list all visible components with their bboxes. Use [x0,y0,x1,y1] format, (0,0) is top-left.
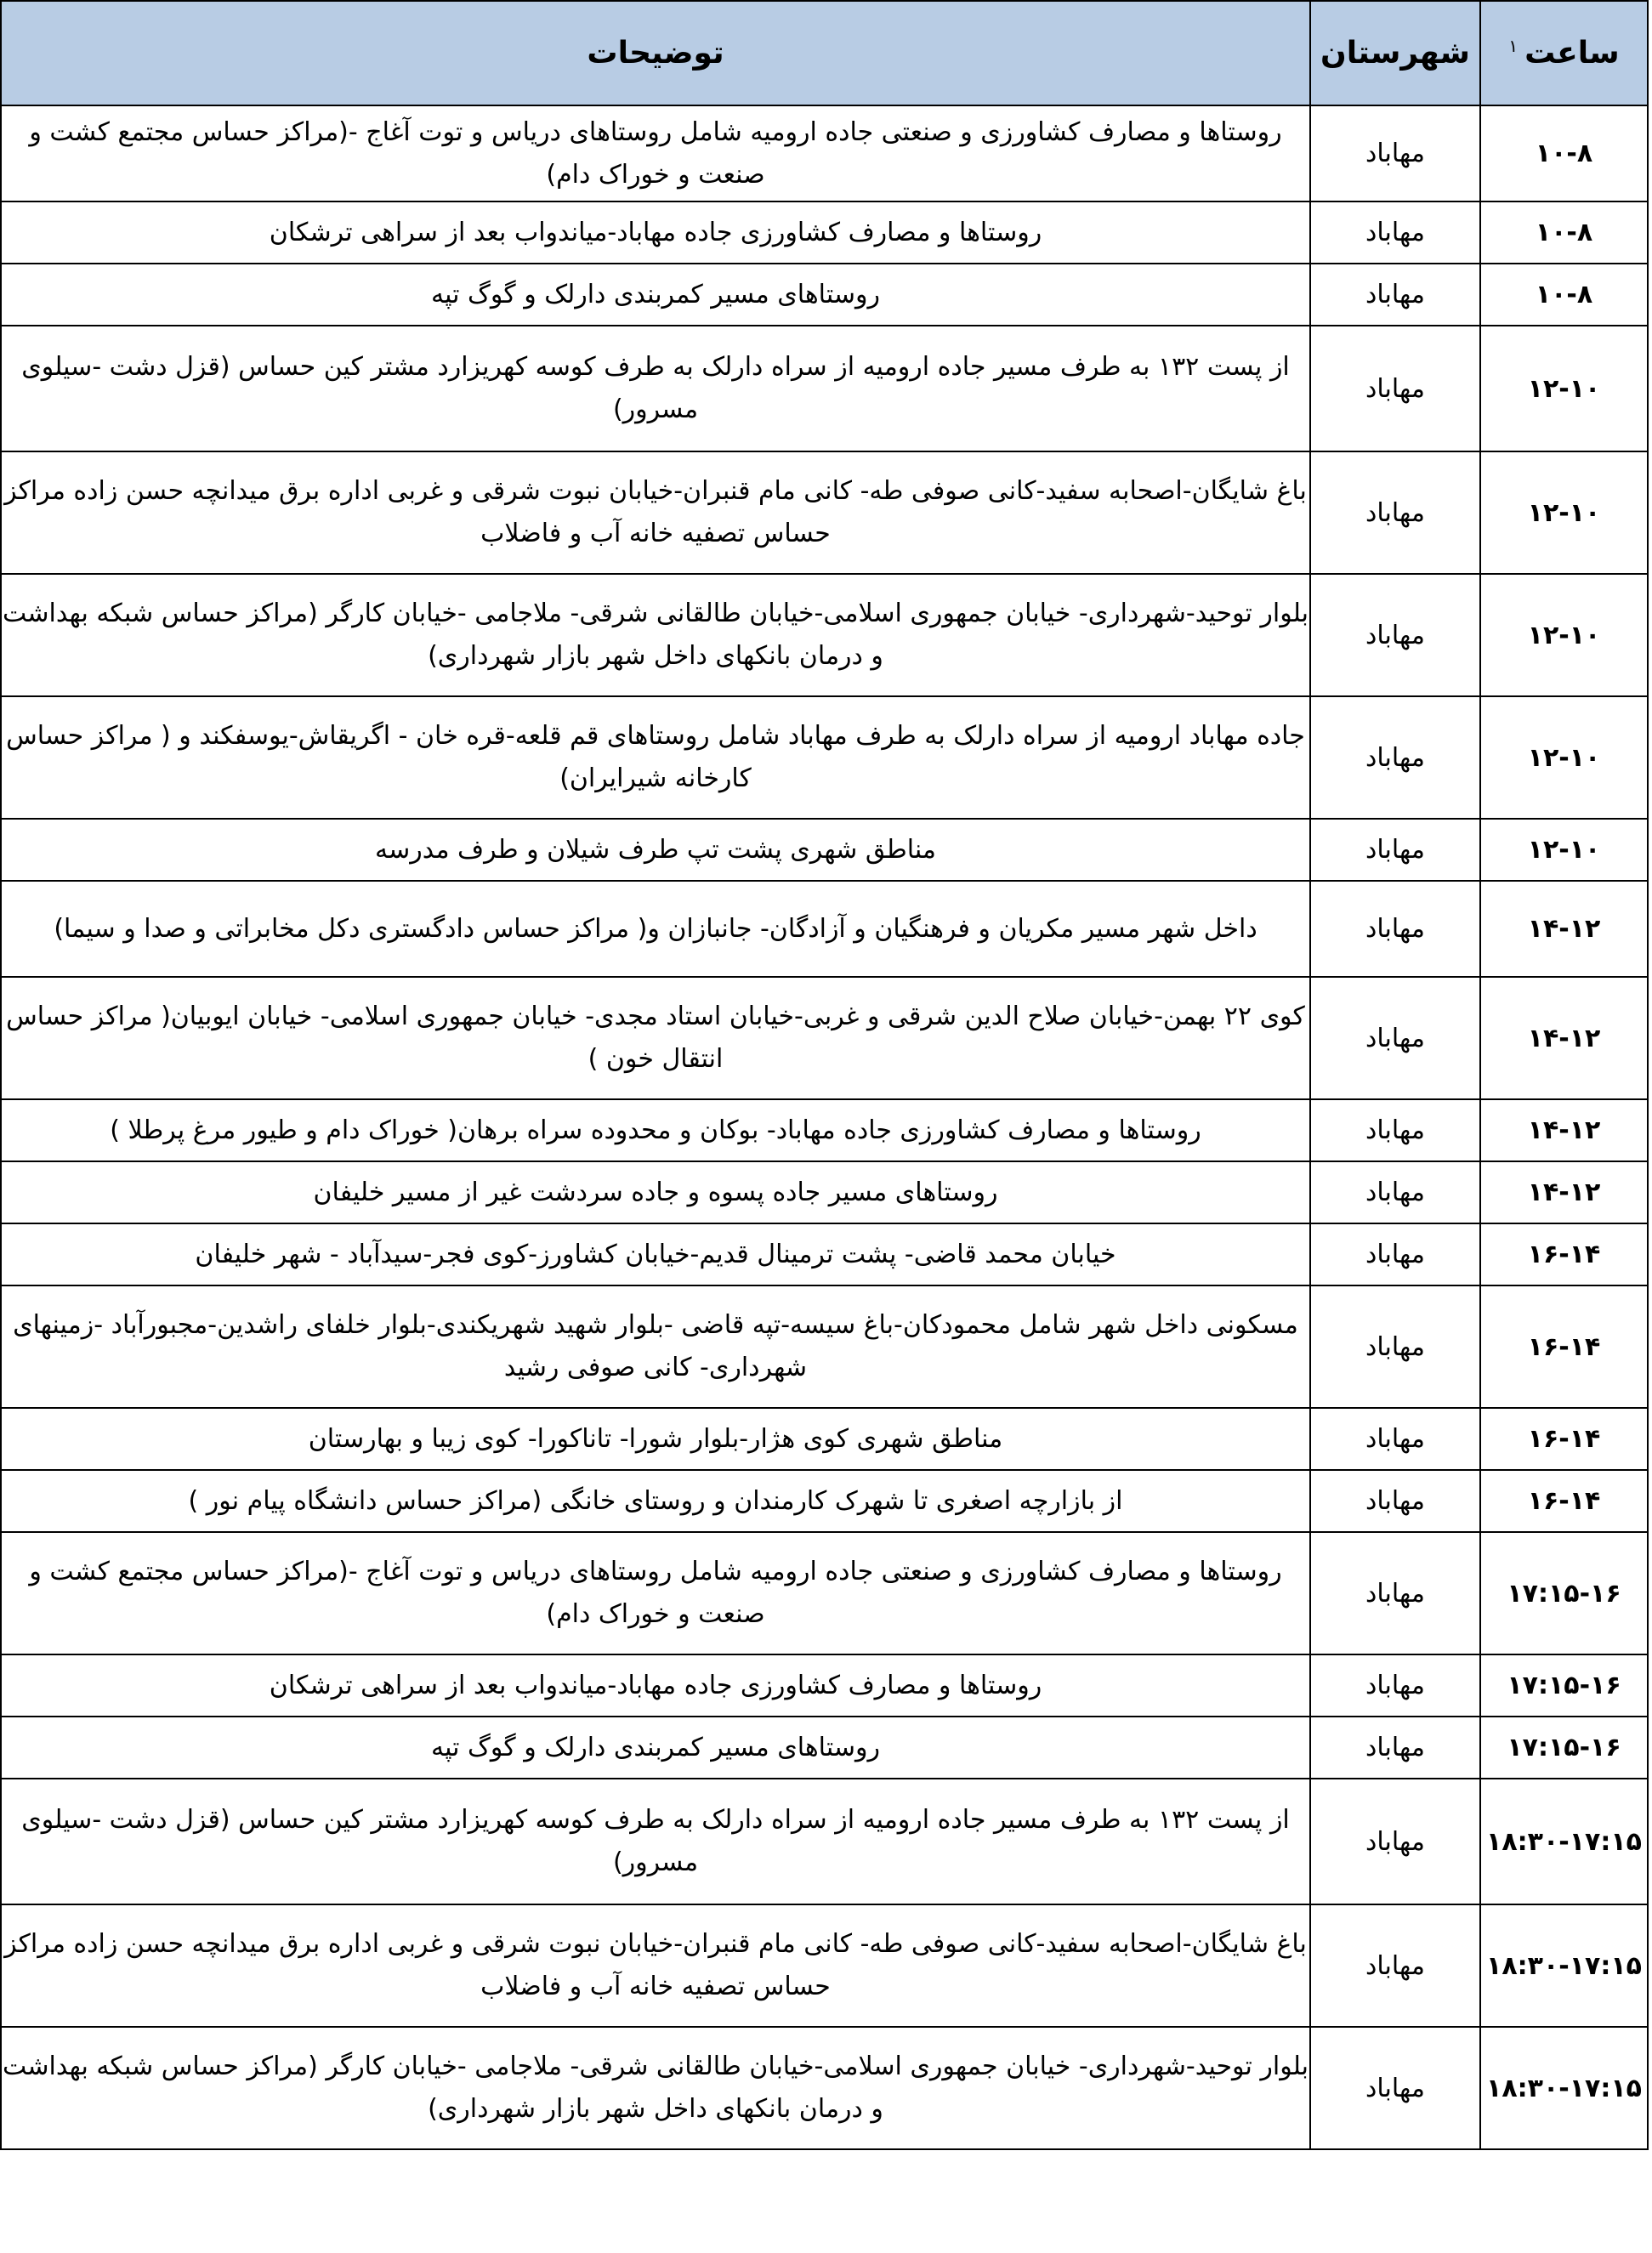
table-header-row [1,1,1648,105]
county-cell: مهاباد [1310,1099,1480,1161]
description-cell: از بازارچه اصغری تا شهرک کارمندان و روستای خانگی (مراکز حساس دانشگاه پیام نور ) [1,1470,1310,1532]
time-cell: ۱۲-۱۰ [1480,574,1648,696]
county-cell: مهاباد [1310,1161,1480,1223]
description-cell: کوی ۲۲ بهمن-خیابان صلاح الدین شرقی و غربی-خیابان استاد مجدی- خیابان جمهوری اسلامی- خیابان ایوبیان( مراکز حساس انتقال خون ) [1,977,1310,1099]
time-cell: ۱۰-۸ [1480,201,1648,264]
description-cell: جاده مهاباد ارومیه از سراه دارلک به طرف مهاباد شامل روستاهای قم قلعه-قره خان - اگریقاش-یوسفکند و ( مراکز حساس کارخانه شیرایران) [1,696,1310,819]
county-cell: مهاباد [1310,1532,1480,1654]
table-row [1,977,1648,1099]
county-cell: مهاباد [1310,1779,1480,1904]
time-cell: ۱۷:۱۵-۱۶ [1480,1717,1648,1779]
county-cell: مهاباد [1310,2027,1480,2149]
county-cell: مهاباد [1310,326,1480,451]
time-cell: ۱۰-۸ [1480,264,1648,326]
county-cell: مهاباد [1310,881,1480,977]
county-cell: مهاباد [1310,1717,1480,1779]
description-cell: روستاهای مسیر کمربندی دارلک و گوگ تپه [1,264,1310,326]
table-row [1,881,1648,977]
description-cell: روستاهای مسیر جاده پسوه و جاده سردشت غیر از مسیر خلیفان [1,1161,1310,1223]
table-row [1,451,1648,574]
description-cell: روستاها و مصارف کشاورزی جاده مهاباد-میاندواب بعد از سراهی ترشکان [1,1654,1310,1717]
description-cell: روستاها و مصارف کشاورزی جاده مهاباد-میاندواب بعد از سراهی ترشکان [1,201,1310,264]
description-cell: از پست ۱۳۲ به طرف مسیر جاده ارومیه از سراه دارلک به طرف کوسه کهریزارد مشتر کین حساس (قزل دشت -سیلوی مسرور) [1,326,1310,451]
table-row [1,2027,1648,2149]
time-cell: ۱۶-۱۴ [1480,1223,1648,1285]
table-row [1,819,1648,881]
time-cell: ۱۶-۱۴ [1480,1470,1648,1532]
time-cell: ۱۸:۳۰-۱۷:۱۵ [1480,1904,1648,2027]
table-row [1,1532,1648,1654]
county-cell: مهاباد [1310,977,1480,1099]
description-cell: باغ شایگان-اصحابه سفید-کانی صوفی طه- کانی مام قنبران-خیابان نبوت شرقی و غربی اداره برق میدانچه حسن زاده مراکز حساس تصفیه خانه آب و فاضلاب [1,1904,1310,2027]
description-cell: روستاها و مصارف کشاورزی و صنعتی جاده ارومیه شامل روستاهای دریاس و توت آغاج -(مراکز حساس مجتمع کشت و صنعت و خوراک دام) [1,1532,1310,1654]
description-cell: باغ شایگان-اصحابه سفید-کانی صوفی طه- کانی مام قنبران-خیابان نبوت شرقی و غربی اداره برق میدانچه حسن زاده مراکز حساس تصفیه خانه آب و فاضلاب [1,451,1310,574]
table-row [1,696,1648,819]
time-cell: ۱۸:۳۰-۱۷:۱۵ [1480,2027,1648,2149]
table-row [1,1285,1648,1408]
time-cell: ۱۴-۱۲ [1480,1161,1648,1223]
county-cell: مهاباد [1310,1654,1480,1717]
description-cell: مسکونی داخل شهر شامل محمودکان-باغ سیسه-تپه قاضی -بلوار شهید شهریکندی-بلوار خلفای راشدین-مجبورآباد -زمینهای شهرداری- کانی صوفی رشید [1,1285,1310,1408]
time-cell: ۱۸:۳۰-۱۷:۱۵ [1480,1779,1648,1904]
county-cell: مهاباد [1310,1223,1480,1285]
header-time-label: ساعت [1524,36,1620,71]
description-cell: مناطق شهری پشت تپ طرف شیلان و طرف مدرسه [1,819,1310,881]
time-cell: ۱۶-۱۴ [1480,1408,1648,1470]
table-row [1,201,1648,264]
time-cell: ۱۲-۱۰ [1480,326,1648,451]
county-cell: مهاباد [1310,696,1480,819]
description-cell: داخل شهر مسیر مکریان و فرهنگیان و آزادگان- جانبازان و( مراکز حساس دادگستری دکل مخابراتی و صدا و سیما) [1,881,1310,977]
header-county: شهرستان [1310,1,1480,105]
time-cell: ۱۲-۱۰ [1480,696,1648,819]
table-row [1,1408,1648,1470]
time-cell: ۱۲-۱۰ [1480,819,1648,881]
description-cell: مناطق شهری کوی هژار-بلوار شورا- تاناکورا- کوی زیبا و بهارستان [1,1408,1310,1470]
county-cell: مهاباد [1310,1408,1480,1470]
header-time-footnote: ۱ [1508,36,1519,56]
time-cell: ۱۰-۸ [1480,105,1648,201]
table-row [1,1654,1648,1717]
county-cell: مهاباد [1310,574,1480,696]
county-cell: مهاباد [1310,1285,1480,1408]
description-cell: از پست ۱۳۲ به طرف مسیر جاده ارومیه از سراه دارلک به طرف کوسه کهریزارد مشتر کین حساس (قزل دشت -سیلوی مسرور) [1,1779,1310,1904]
table-row [1,1904,1648,2027]
time-cell: ۱۴-۱۲ [1480,881,1648,977]
description-cell: روستاها و مصارف کشاورزی و صنعتی جاده ارومیه شامل روستاهای دریاس و توت آغاج -(مراکز حساس مجتمع کشت و صنعت و خوراک دام) [1,105,1310,201]
description-cell: روستاهای مسیر کمربندی دارلک و گوگ تپه [1,1717,1310,1779]
county-cell: مهاباد [1310,819,1480,881]
county-cell: مهاباد [1310,1904,1480,2027]
table-row [1,264,1648,326]
county-cell: مهاباد [1310,264,1480,326]
time-cell: ۱۶-۱۴ [1480,1285,1648,1408]
time-cell: ۱۲-۱۰ [1480,451,1648,574]
header-description: توضیحات [1,1,1310,105]
time-cell: ۱۴-۱۲ [1480,977,1648,1099]
description-cell: روستاها و مصارف کشاورزی جاده مهاباد- بوکان و محدوده سراه برهان( خوراک دام و طیور مرغ پرطلا ) [1,1099,1310,1161]
time-cell: ۱۴-۱۲ [1480,1099,1648,1161]
table-row [1,1161,1648,1223]
county-cell: مهاباد [1310,451,1480,574]
description-cell: خیابان محمد قاضی- پشت ترمینال قدیم-خیابان کشاورز-کوی فجر-سیدآباد - شهر خلیفان [1,1223,1310,1285]
table-row [1,574,1648,696]
table-row [1,105,1648,201]
time-cell: ۱۷:۱۵-۱۶ [1480,1532,1648,1654]
table-row [1,1223,1648,1285]
county-cell: مهاباد [1310,1470,1480,1532]
description-cell: بلوار توحید-شهرداری- خیابان جمهوری اسلامی-خیابان طالقانی شرقی- ملاجامی -خیابان کارگر (مراکز حساس شبکه بهداشت و درمان بانکهای داخل شهر بازار شهرداری) [1,574,1310,696]
table-row [1,1779,1648,1904]
header-time [1480,1,1648,105]
table-row [1,1470,1648,1532]
table-row [1,326,1648,451]
county-cell: مهاباد [1310,105,1480,201]
description-cell: بلوار توحید-شهرداری- خیابان جمهوری اسلامی-خیابان طالقانی شرقی- ملاجامی -خیابان کارگر (مراکز حساس شبکه بهداشت و درمان بانکهای داخل شهر بازار شهرداری) [1,2027,1310,2149]
time-cell: ۱۷:۱۵-۱۶ [1480,1654,1648,1717]
table-row [1,1099,1648,1161]
county-cell: مهاباد [1310,201,1480,264]
table-row [1,1717,1648,1779]
